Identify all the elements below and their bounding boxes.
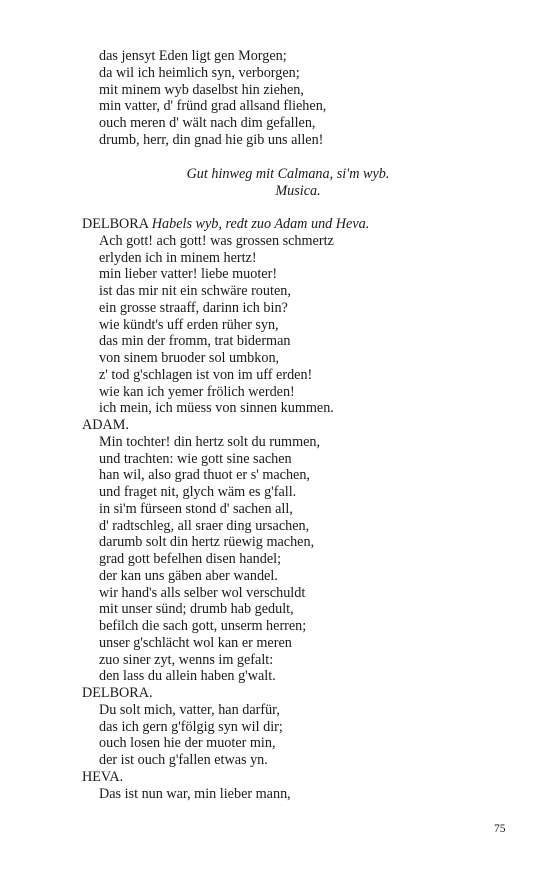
page-number: 75 bbox=[494, 823, 506, 835]
stage-direction bbox=[82, 166, 482, 200]
verse-line: darumb solt din hertz rüewig machen, bbox=[99, 534, 315, 551]
verse-line: han wil, also grad thuot er s' machen, bbox=[99, 467, 310, 484]
verse-line: den lass du allein haben g'walt. bbox=[99, 668, 276, 685]
stage-direction-line: Musica. bbox=[275, 182, 321, 199]
verse-line: ist das mir nit ein schwäre routen, bbox=[99, 283, 291, 299]
speaker-name: ADAM. bbox=[82, 417, 129, 433]
speaker-name: HEVA. bbox=[82, 768, 124, 785]
verse-line: Ach gott! ach gott! was grossen schmertz bbox=[99, 232, 334, 249]
verse-line: unser g'schlächt wol kan er meren bbox=[99, 634, 292, 651]
verse-line: von sinem bruoder sol umbkon, bbox=[99, 350, 280, 366]
stage-direction-line: Gut hinweg mit Calmana, si'm wyb. bbox=[186, 166, 390, 182]
verse-line: das jensyt Eden ligt gen Morgen; bbox=[99, 48, 287, 64]
verse-line: erlyden ich in minem hertz! bbox=[99, 249, 257, 266]
verse-line: das ich gern g'fölgig syn wil dir; bbox=[99, 718, 283, 735]
verse-line: Du solt mich, vatter, han darfür, bbox=[99, 701, 280, 718]
verse-line: Min tochter! din hertz solt du rummen, bbox=[99, 433, 321, 450]
speaker-name: DELBORA. bbox=[82, 685, 153, 701]
verse-line: grad gott befelhen disen handel; bbox=[99, 551, 282, 567]
verse-line: in si'm fürseen stond d' sachen all, bbox=[99, 500, 293, 517]
verse-line: ich mein, ich müess von sinnen kummen. bbox=[99, 400, 334, 417]
verse-line: und fraget nit, glych wäm es g'fall. bbox=[99, 484, 297, 500]
verse-line: der ist ouch g'fallen etwas yn. bbox=[99, 752, 268, 768]
verse-line: Das ist nun war, min lieber mann, bbox=[99, 785, 291, 802]
verse-line: min lieber vatter! liebe muoter! bbox=[99, 266, 278, 283]
verse-line: da wil ich heimlich syn, verborgen; bbox=[99, 64, 300, 81]
dialogue bbox=[82, 216, 482, 802]
speaker-direction: Habels wyb, redt zuo Adam und Heva. bbox=[151, 216, 370, 232]
verse-line: min vatter, d' fründ grad allsand fliehen, bbox=[99, 98, 327, 115]
verse-line: befilch die sach gott, unserm herren; bbox=[99, 618, 307, 634]
verse-line: mit unser sünd; drumb hab gedult, bbox=[99, 601, 294, 618]
verse-line: das min der fromm, trat biderman bbox=[99, 333, 291, 350]
speaker-name: DELBORA bbox=[82, 216, 149, 232]
verse-line: wie kan ich yemer frölich werden! bbox=[99, 383, 295, 400]
verse-line: ouch losen hie der muoter min, bbox=[99, 735, 276, 752]
verse-line: und trachten: wie gott sine sachen bbox=[99, 450, 292, 467]
verse-line: z' tod g'schlagen ist von im uff erden! bbox=[99, 366, 313, 383]
verse-top bbox=[82, 48, 482, 149]
verse-line: d' radtschleg, all sraer ding ursachen, bbox=[99, 517, 310, 534]
speaker-heading bbox=[82, 216, 482, 233]
verse-line: ouch meren d' wält nach dim gefallen, bbox=[99, 115, 316, 131]
verse-line: wie kündt's uff erden rüher syn, bbox=[99, 316, 279, 333]
verse-line: drumb, herr, din gnad hie gib uns allen! bbox=[99, 131, 324, 148]
verse-line: ein grosse straaff, darinn ich bin? bbox=[99, 299, 288, 316]
verse-line: wir hand's alls selber wol verschuldt bbox=[99, 584, 306, 601]
verse-line: mit minem wyb daselbst hin ziehen, bbox=[99, 81, 304, 98]
verse-line: der kan uns gäben aber wandel. bbox=[99, 567, 278, 584]
verse-line: zuo siner zyt, wenns im gefalt: bbox=[99, 651, 274, 668]
